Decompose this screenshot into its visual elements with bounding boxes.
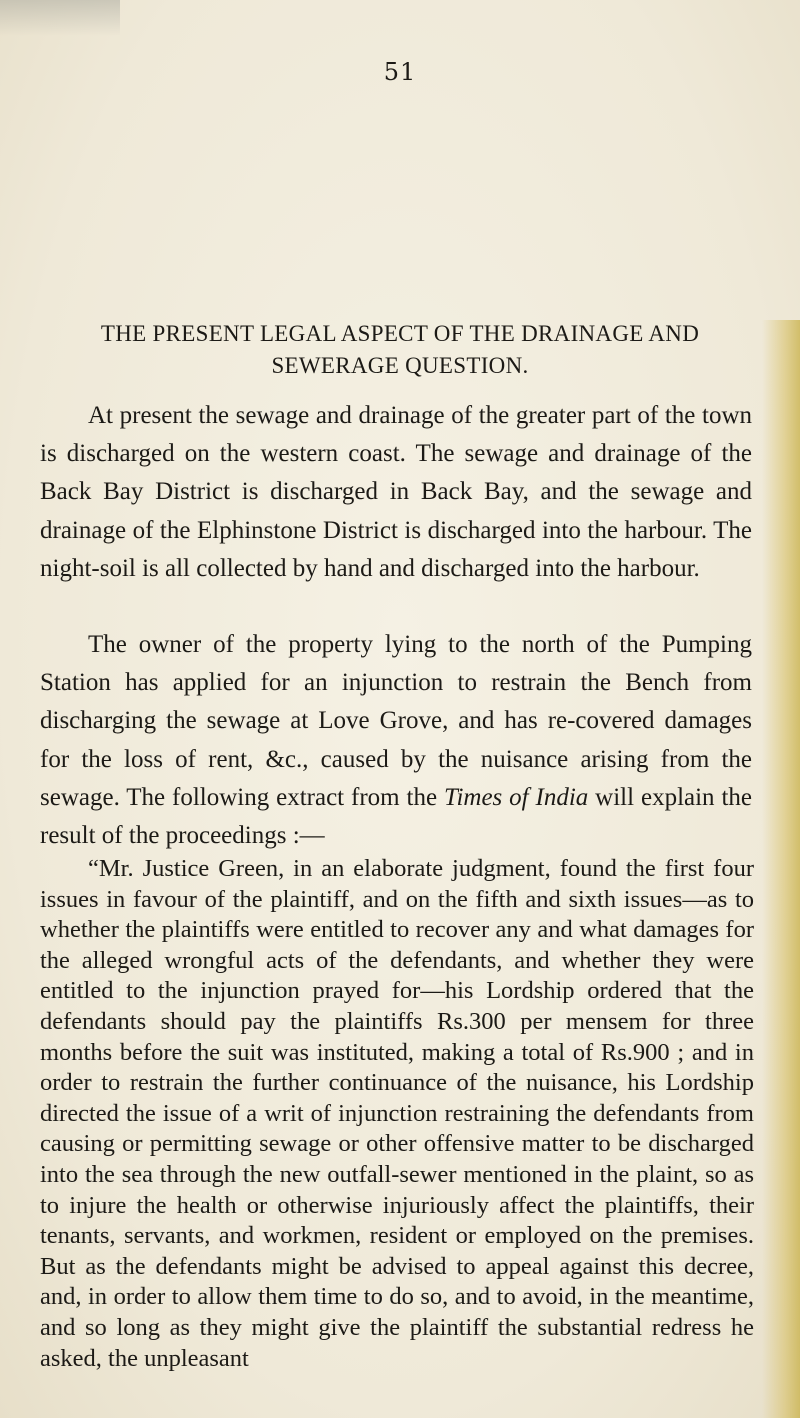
paragraph-1-text: At present the sewage and drainage of the greater part of the town is discharged on the western coast. The sewage and drainage of the Back Bay District is discharged in Back Bay, and the sewage and drainage of the Elphinstone District is discharged into the harbour. The night-soil is all collected by hand and discharged into the harbour. [40, 402, 752, 582]
quoted-extract-text: “Mr. Justice Green, in an elaborate judgment, found the first four issues in favour of the plaintiff, and on the fifth and sixth issues—as to whether the plaintiffs were entitled to recover any and what damages for the alleged wrongful acts of the defendants, and whether they were entitled to the injunction prayed for—his Lordship ordered that the defendants should pay the plaintiffs Rs.300 per mensem for three months before the suit was instituted, making a total of Rs.900 ; and in order to restrain the further continuance of the nuisance, his Lordship directed the issue of a writ of injunction restraining the defendants from causing or permitting sewage or other offensive matter to be discharged into the sea through the new outfall-sewer mentioned in the plaint, so as to injure the health or otherwise injuriously affect the plaintiffs, their tenants, servants, and workmen, resident or employed on the premises. But as the defendants might be advised to appeal against this decree, and, in order to allow them time to do so, and to avoid, in the meantime, and so long as they might give the plaintiff the substantial redress he asked, the unpleasant [40, 855, 754, 1372]
quoted-extract [40, 854, 754, 1374]
paragraph-2-text-before: The owner of the property lying to the north of the Pumping Station has applied for an injunction to restrain the Bench from discharging the sewage at Love Grove, and has re-covered damages for the loss of rent, &c., caused by the nuisance arising from the sewage. The following extract from the [40, 631, 752, 811]
paper-stain-top [0, 0, 120, 36]
paragraph-1 [40, 397, 752, 588]
page-number: 51 [383, 58, 417, 86]
paragraph-2 [40, 626, 752, 855]
paper-stain-edge [762, 320, 800, 1418]
paragraph-2-text-after: will explain the result of the proceedings :— [40, 783, 752, 850]
section-heading: THE PRESENT LEGAL ASPECT OF THE DRAINAGE AND SEWERAGE QUESTION. [100, 321, 700, 378]
publication-title: Times of India [443, 783, 589, 811]
